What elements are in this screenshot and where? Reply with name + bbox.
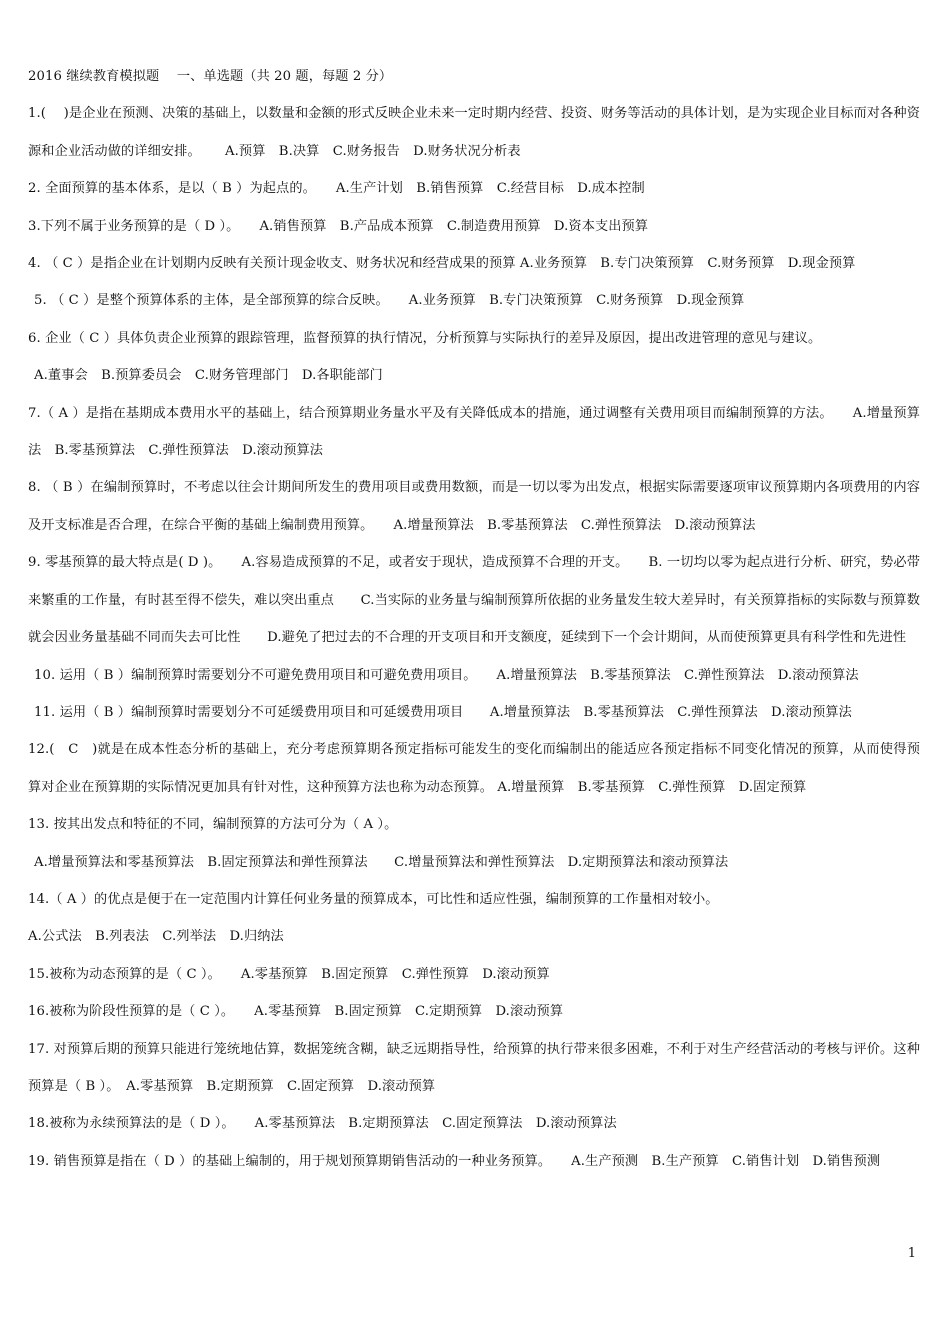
page-number: 1	[907, 1246, 916, 1261]
question-list	[28, 95, 920, 1180]
question-item: 18.被称为永续预算法的是（ D ）。 A.零基预算法 B.定期预算法 C.固定预算法 D.滚动预算法	[28, 1116, 617, 1132]
question-item: A.公式法 B.列表法 C.列举法 D.归纳法	[28, 929, 284, 945]
question-item: 5. （ C ）是整个预算体系的主体，是全部预算的综合反映。 A.业务预算 B.专门决策预算 C.财务预算 D.现金预算	[34, 293, 745, 309]
question-item: 1.( )是企业在预测、决策的基础上，以数量和金额的形式反映企业未来一定时期内经营、投资、财务等活动的具体计划，是为实现企业目标而对各种资源和企业活动做的详细安排。 A.预算 B.决算 C.财务报告 D.财务状况分析表	[28, 106, 920, 159]
question-item: 10. 运用（ B ）编制预算时需要划分不可避免费用项目和可避免费用项目。 A.增量预算法 B.零基预算法 C.弹性预算法 D.滚动预算法	[34, 667, 859, 683]
question-item: 19. 销售预算是指在（ D ）的基础上编制的，用于规划预算期销售活动的一种业务预算。 A.生产预测 B.生产预算 C.销售计划 D.销售预测	[28, 1153, 881, 1169]
question-item: A.增量预算法和零基预算法 B.固定预算法和弹性预算法 C.增量预算法和弹性预算法 D.定期预算法和滚动预算法	[34, 854, 729, 870]
document-title: 2016 继续教育模拟题 一、单选题（共 20 题，每题 2 分）	[28, 69, 393, 84]
document-page	[28, 58, 920, 1180]
question-item: 12.( C )就是在成本性态分析的基础上，充分考虑预算期各预定指标可能发生的变化而编制出的能适应各预定指标不同变化情况的预算，从而使得预算对企业在预算期的实际情况更加具有针对性，这种预算方法也称为动态预算。 A.增量预算 B.零基预算 C.弹性预算 D.固定预算	[28, 742, 920, 795]
question-item: 17. 对预算后期的预算只能进行笼统地估算，数据笼统含糊，缺乏远期指导性，给预算的执行带来很多困难，不利于对生产经营活动的考核与评价。这种预算是（ B ）。 A.零基预算 B.定期预算 C.固定预算 D.滚动预算	[28, 1041, 920, 1094]
question-item: 6. 企业（ C ）具体负责企业预算的跟踪管理，监督预算的执行情况，分析预算与实际执行的差异及原因，提出改进管理的意见与建议。	[28, 330, 822, 346]
question-item: 13. 按其出发点和特征的不同，编制预算的方法可分为（ A ）。	[28, 817, 398, 833]
question-item: 14.（ A ）的优点是便于在一定范围内计算任何业务量的预算成本，可比性和适应性强，编制预算的工作量相对较小。	[28, 891, 719, 907]
question-item: 9. 零基预算的最大特点是( D )。 A.容易造成预算的不足，或者安于现状，造成预算不合理的开支。 B. 一切均以零为起点进行分析、研究，势必带来繁重的工作量，有时甚至得不偿失，难以突出重点 C.当实际的业务量与编制预算所依据的业务量发生较大差异时，有关预算指标的实际数与预算数就会因业务量基础不同而失去可比性 D.避免了把过去的不合理的开支项目和开支额度，延续到下一个会计期间，从而使预算更具有科学性和先进性	[28, 555, 920, 646]
question-item: 2. 全面预算的基本体系，是以（ B ）为起点的。 A.生产计划 B.销售预算 C.经营目标 D.成本控制	[28, 181, 645, 197]
question-item: 8. （ B ）在编制预算时，不考虑以往会计期间所发生的费用项目或费用数额，而是一切以零为出发点，根据实际需要逐项审议预算期内各项费用的内容及开支标准是否合理，在综合平衡的基础上编制费用预算。 A.增量预算法 B.零基预算法 C.弹性预算法 D.滚动预算法	[28, 480, 920, 533]
question-item: A.董事会 B.预算委员会 C.财务管理部门 D.各职能部门	[34, 368, 383, 384]
question-item: 15.被称为动态预算的是（ C ）。 A.零基预算 B.固定预算 C.弹性预算 D.滚动预算	[28, 966, 550, 982]
question-item: 11. 运用（ B ）编制预算时需要划分不可延缓费用项目和可延缓费用项目 A.增量预算法 B.零基预算法 C.弹性预算法 D.滚动预算法	[34, 704, 852, 720]
question-item: 16.被称为阶段性预算的是（ C ）。 A.零基预算 B.固定预算 C.定期预算 D.滚动预算	[28, 1004, 564, 1020]
question-item: 3.下列不属于业务预算的是（ D ）。 A.销售预算 B.产品成本预算 C.制造费用预算 D.资本支出预算	[28, 218, 649, 234]
question-item: 7.（ A ）是指在基期成本费用水平的基础上，结合预算期业务量水平及有关降低成本的措施，通过调整有关费用项目而编制预算的方法。 A.增量预算法 B.零基预算法 C.弹性预算法 D.滚动预算法	[28, 405, 920, 459]
question-item: 4. （ C ）是指企业在计划期内反映有关预计现金收支、财务状况和经营成果的预算 A.业务预算 B.专门决策预算 C.财务预算 D.现金预算	[28, 256, 856, 272]
